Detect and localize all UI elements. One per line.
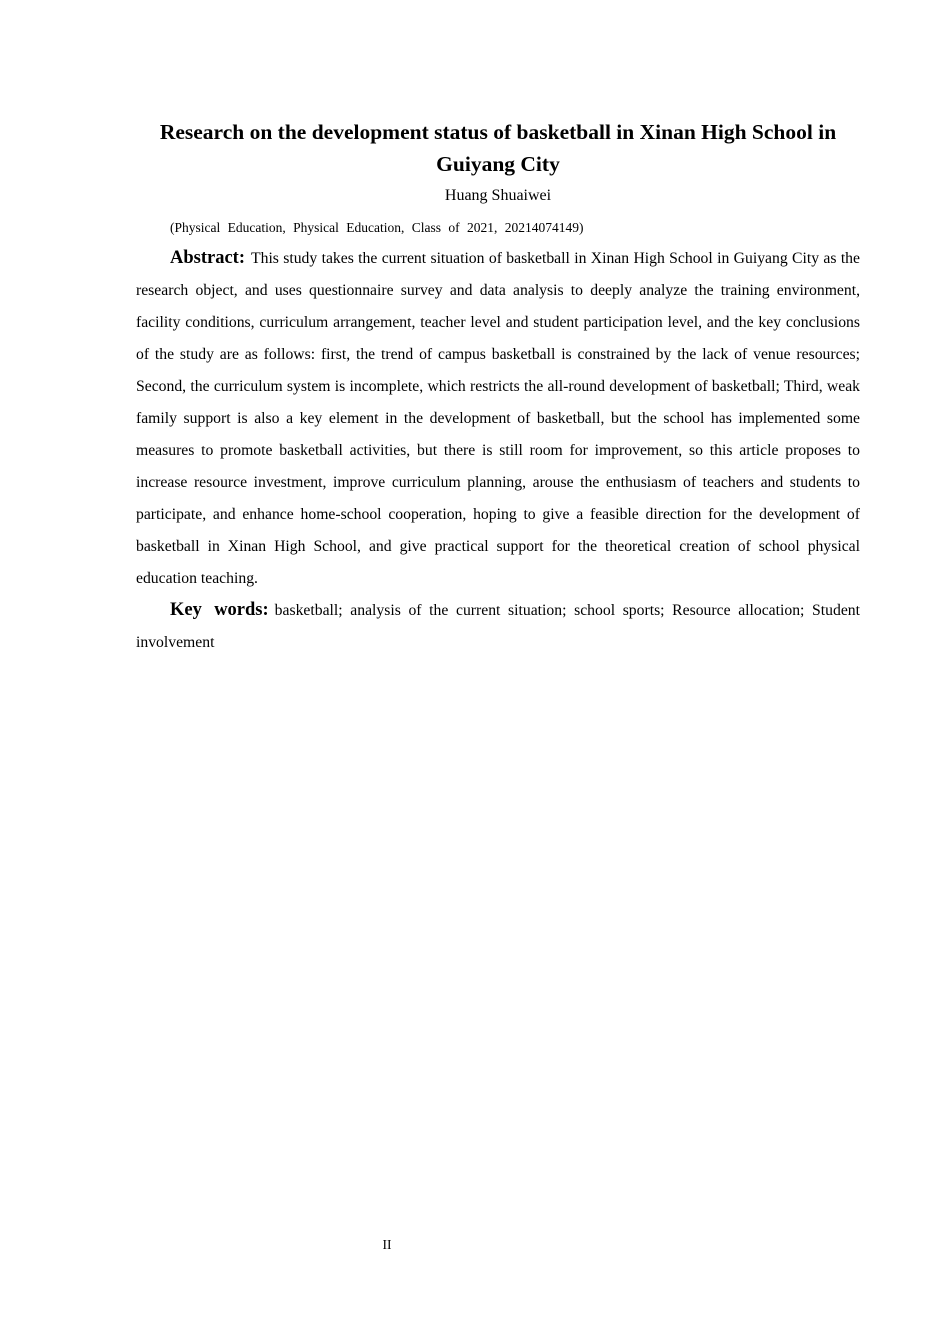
keywords-label: Key words: [170, 600, 269, 620]
abstract-label: Abstract: [170, 248, 246, 268]
abstract-text: This study takes the current situation of basketball in Xinan High School in Guiyang City as the research object, and uses questionnaire survey and data analysis to deeply analyze the training environment, facility conditions, curriculum arrangement, teacher level and student participation level, and the key conclusions of the study are as follows: first, the trend of campus basketball is constrained by the lack of venue resources; Second, the curriculum system is incomplete, which restricts the all-round development of basketball; Third, weak family support is also a key element in the development of basketball, but the school has implemented some measures to promote basketball activities, but there is still room for improvement, so this article proposes to increase resource investment, improve curriculum planning, arouse the enthusiasm of teachers and students to participate, and enhance home-school cooperation, hoping to give a feasible direction for the development of basketball in Xinan High School, and give practical support for the theoretical creation of school physical education teaching. [136, 250, 860, 587]
keywords-text: basketball; analysis of the current situation; school sports; Resource allocation; Student involvement [136, 602, 860, 651]
paper-title: Research on the development status of basketball in Xinan High School in Guiyang City [159, 120, 837, 176]
abstract-paragraph [136, 242, 860, 595]
author-affiliation: (Physical Education, Physical Education, Class of 2021, 20214074149) [170, 220, 584, 235]
author-name: Huang Shuaiwei [444, 187, 552, 204]
keywords-paragraph [136, 594, 860, 659]
page-number: II [382, 1237, 392, 1252]
